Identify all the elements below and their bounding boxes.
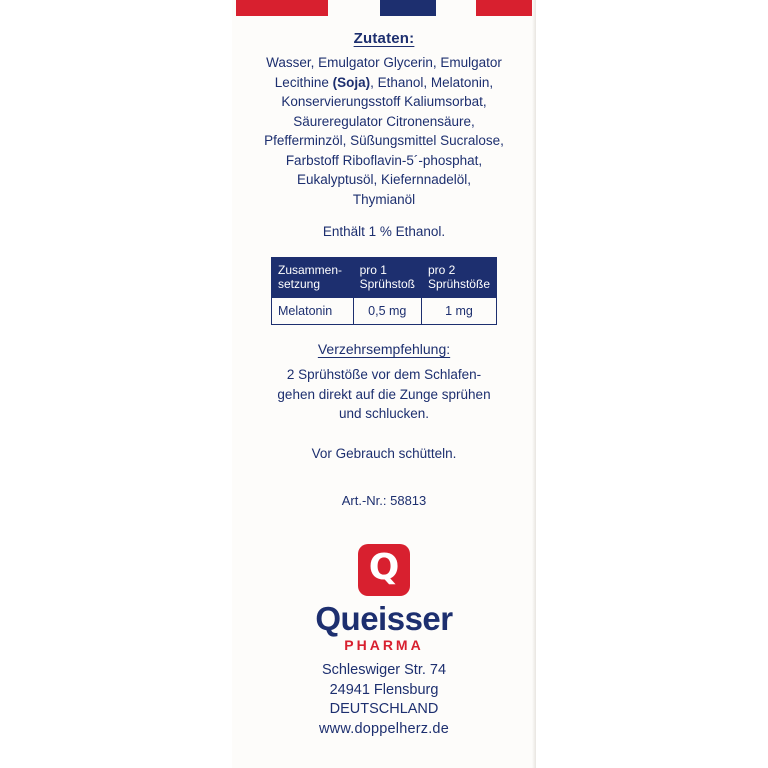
strip-segment-blue (380, 0, 436, 16)
queisser-q-icon (358, 544, 410, 596)
ingredients-line: Pfefferminzöl, Süßungsmittel Sucralose, (264, 133, 504, 149)
address-country: DEUTSCHLAND (329, 701, 439, 718)
nutrition-table-wrapper (271, 257, 497, 326)
manufacturer-address (240, 661, 528, 739)
usage-line: 2 Sprühstöße vor dem Schlafen- (286, 367, 482, 383)
ingredients-text (240, 53, 528, 210)
manufacturer-logo-block (240, 544, 528, 739)
table-row (272, 298, 497, 325)
row-value-per-one-spray: 0,5 mg (353, 298, 421, 325)
address-street: Schleswiger Str. 74 (321, 661, 447, 678)
strip-segment-white-2 (436, 0, 476, 16)
ingredients-line: Lecithine (Soja), Ethanol, Melatonin, (274, 74, 494, 90)
nutrition-table-head (272, 257, 497, 298)
ingredients-line: Konservierungsstoff Kaliumsorbat, (281, 94, 487, 110)
website-url: www.doppelherz.de (319, 720, 449, 737)
table-header-composition (272, 257, 354, 298)
q-letter-glyph: Q (368, 547, 400, 589)
header-line-1: pro 2 (427, 262, 456, 277)
shake-before-use-note: Vor Gebrauch schütteln. (311, 445, 457, 461)
strip-segment-red (236, 0, 328, 16)
ingredients-heading: Zutaten: (353, 30, 415, 47)
table-header-per-one-spray (353, 257, 421, 298)
usage-line: und schlucken. (338, 406, 430, 422)
row-nutrient-name: Melatonin (272, 298, 354, 325)
usage-line: gehen direkt auf die Zunge sprühen (277, 386, 491, 402)
strip-segment-red-2 (476, 0, 532, 16)
header-line-2: Sprühstoß (359, 276, 415, 291)
brand-subtitle: PHARMA (344, 636, 424, 653)
nutrition-table (271, 257, 497, 326)
package-right-edge (532, 0, 536, 768)
brand-name: Queisser (315, 599, 453, 637)
table-header-per-two-sprays (421, 257, 496, 298)
ingredients-line: Säureregulator Citronensäure, (293, 113, 475, 129)
header-line-2: Sprühstöße (427, 276, 490, 291)
row-value-per-two-sprays: 1 mg (421, 298, 496, 325)
nutrition-table-body (272, 298, 497, 325)
allergen-soja: (Soja) (332, 74, 371, 90)
address-city: 24941 Flensburg (329, 681, 439, 698)
package-back-content (240, 24, 528, 739)
usage-heading: Verzehrsempfehlung: (317, 341, 451, 358)
strip-segment-white (328, 0, 380, 16)
ingredients-line: Wasser, Emulgator Glycerin, Emulgator (266, 55, 502, 70)
table-header-row (272, 257, 497, 298)
header-line-1: pro 1 (359, 262, 387, 277)
ethanol-note: Enthält 1 % Ethanol. (322, 223, 446, 239)
ingredients-line: Farbstoff Riboflavin-5´-phosphat, (285, 152, 483, 168)
ingredients-line: Eukalyptusöl, Kiefernnadelöl, (296, 172, 472, 188)
usage-text (240, 365, 528, 424)
package-top-color-strip (236, 0, 532, 16)
ingredients-line: Thymianöl (352, 191, 416, 207)
header-line-2: setzung (278, 276, 321, 291)
article-number: Art.-Nr.: 58813 (341, 492, 427, 508)
header-line-1: Zusammen- (278, 262, 343, 277)
